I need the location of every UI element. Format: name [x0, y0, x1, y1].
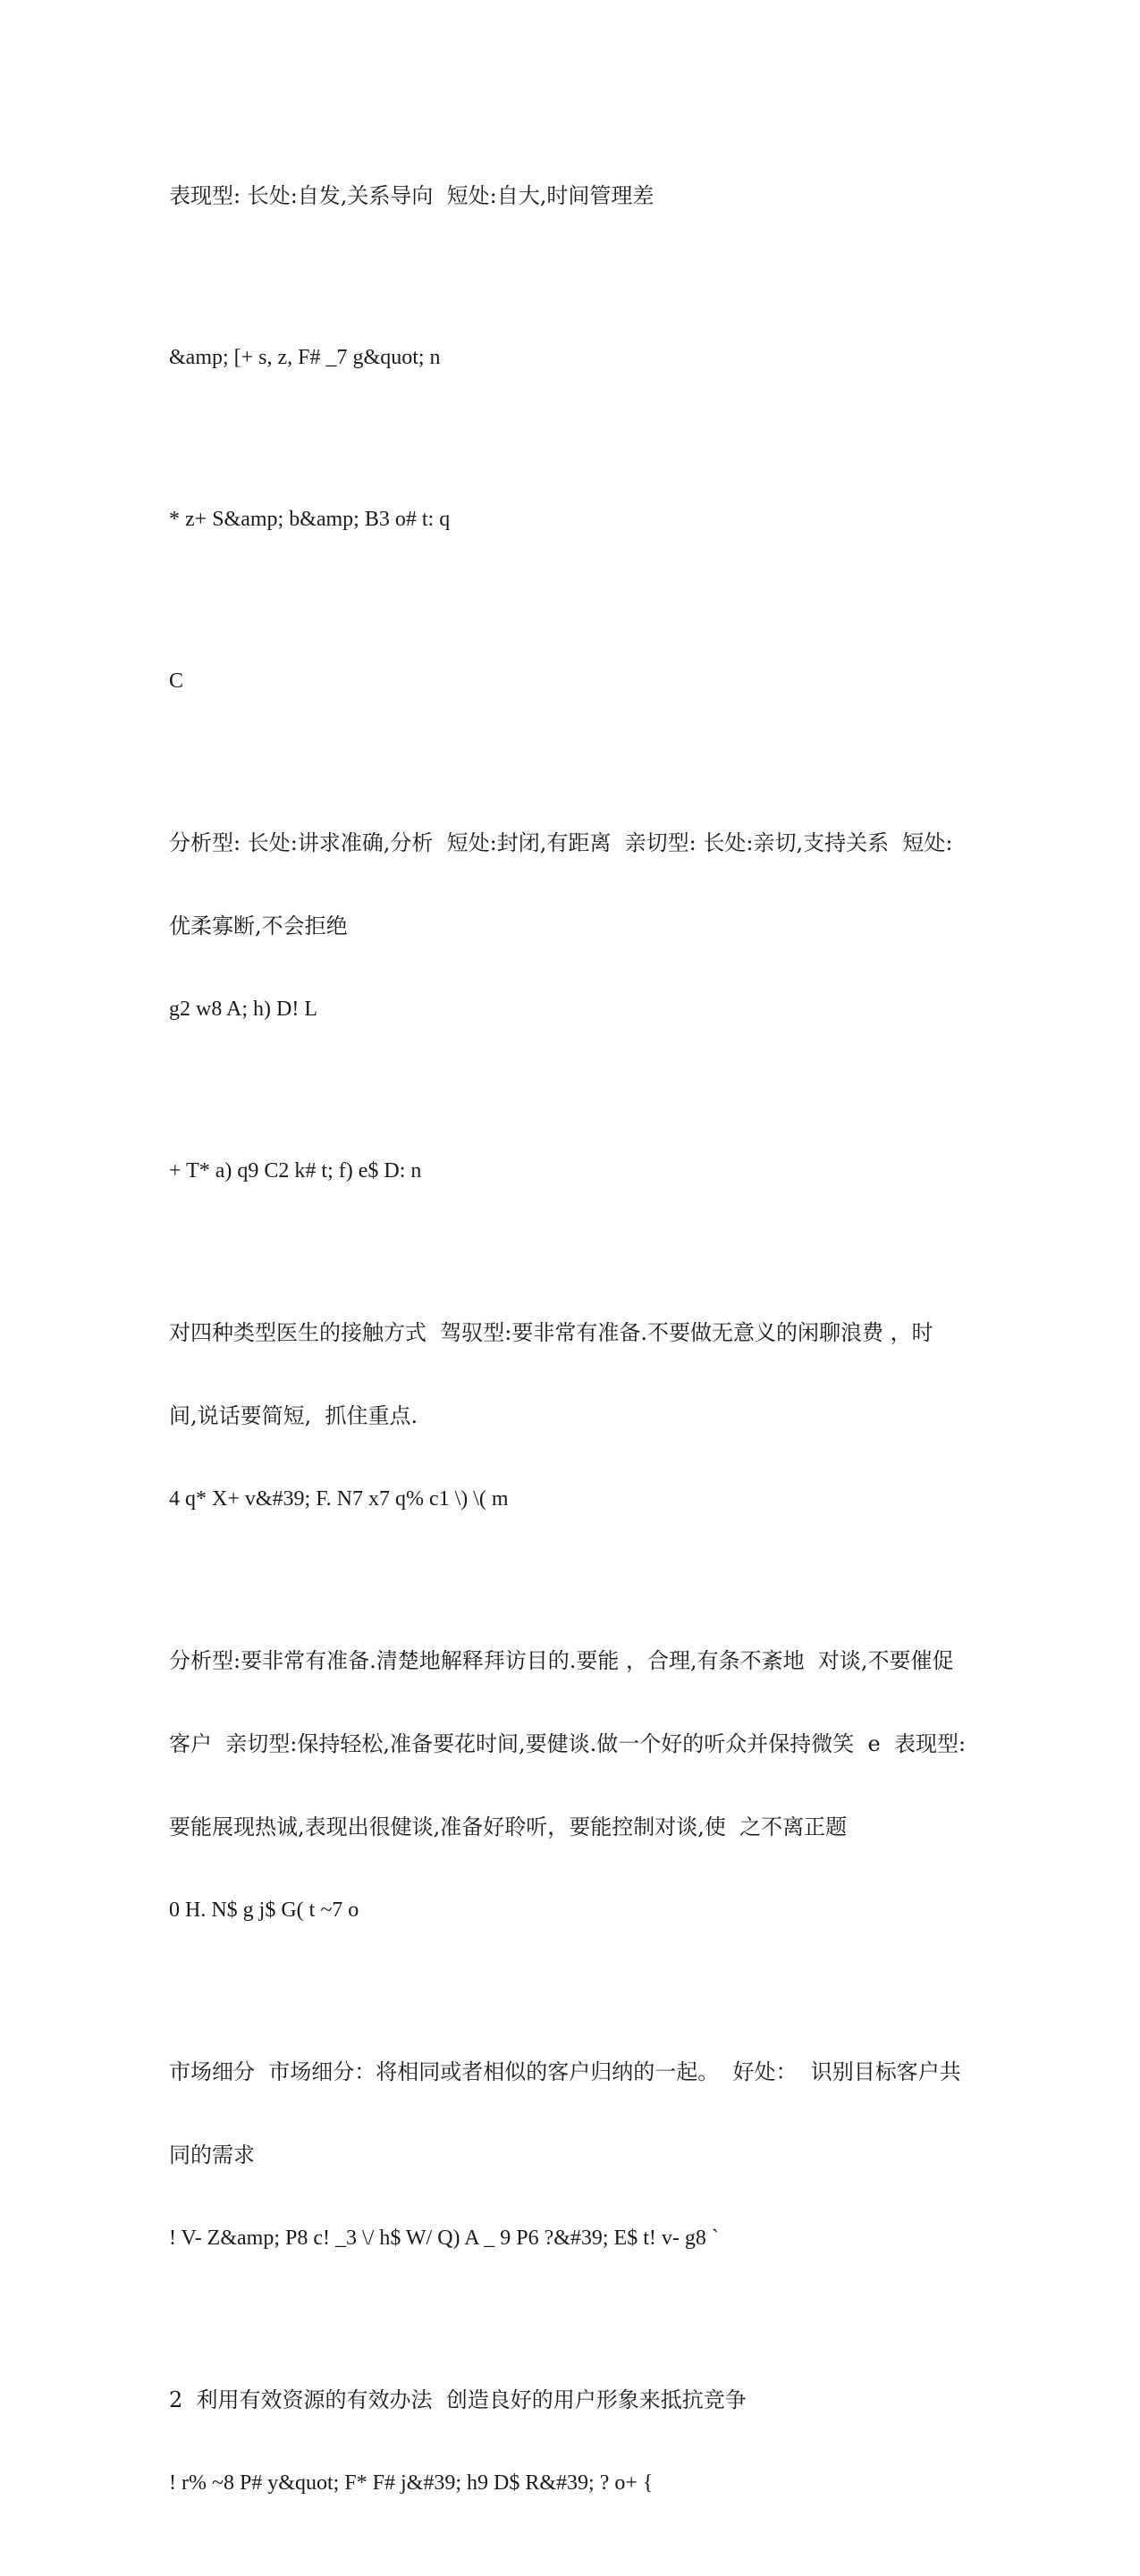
paragraph: [169, 2003, 992, 2308]
text-line: ! r% ~8 P# y&quot; F* F# j&#39; h9 D$ R&#39; ? o+ {: [169, 2471, 654, 2495]
paragraph: [169, 774, 992, 1079]
text-line: &amp; [+ s, z, F# _7 g&quot; n: [169, 346, 441, 369]
paragraph: [169, 289, 992, 427]
text-line: 0 H. N$ g j$ G( t ~7 o: [169, 1898, 359, 1922]
paragraph: [169, 1264, 992, 1569]
text-line: 对四种类型医生的接触方式 驾驭型:要非常有准备.不要做无意义的闲聊浪费 ，时: [169, 1320, 933, 1345]
text-line: 分析型:要非常有准备.清楚地解释拜访目的.要能 ，合理,有条不紊地 对谈,不要催促: [169, 1648, 954, 1673]
text-line: + T* a) q9 C2 k# t; f) e$ D: n: [169, 1159, 422, 1183]
text-line: 市场细分 市场细分：将相同或者相似的客户归纳的一起。 好处： 识别目标客户共: [169, 2059, 961, 2084]
text-line: 表现型: 长处:自发,关系导向 短处:自大,时间管理差: [169, 183, 654, 208]
paragraph: [169, 2331, 992, 2553]
text-line: 同的需求: [169, 2142, 255, 2168]
text-line: 分析型: 长处:讲求准确,分析 短处:封闭,有距离 亲切型: 长处:亲切,支持关系 短处:: [169, 830, 953, 855]
text-line: g2 w8 A; h) D! L: [169, 998, 317, 1021]
paragraph: [169, 612, 992, 751]
text-line: 间,说话要简短, 抓住重点.: [169, 1403, 418, 1428]
document-body: [169, 127, 992, 2576]
text-line: ! V- Z&amp; P8 c! _3 \/ h$ W/ Q) A _ 9 P6 ?&#39; E$ t! v- g8 `: [169, 2227, 719, 2250]
text-line: * z+ S&amp; b&amp; B3 o# t: q: [169, 508, 451, 531]
text-line: 客户 亲切型:保持轻松,准备要花时间,要健谈.做一个好的听众并保持微笑 e 表现型:: [169, 1731, 967, 1756]
paragraph: [169, 127, 992, 265]
text-line: 要能展现热诚,表现出很健谈,准备好聆听，要能控制对谈,使 之不离正题: [169, 1814, 848, 1839]
paragraph: [169, 1592, 992, 1980]
paragraph: [169, 450, 992, 589]
text-line: 4 q* X+ v&#39; F. N7 x7 q% c1 \) \( m: [169, 1487, 509, 1511]
text-line: C: [169, 669, 184, 693]
paragraph: [169, 1102, 992, 1241]
text-line: 2 利用有效资源的有效办法 创造良好的用户形象来抵抗竞争: [169, 2387, 747, 2412]
text-line: 优柔寡断,不会拒绝: [169, 913, 348, 939]
